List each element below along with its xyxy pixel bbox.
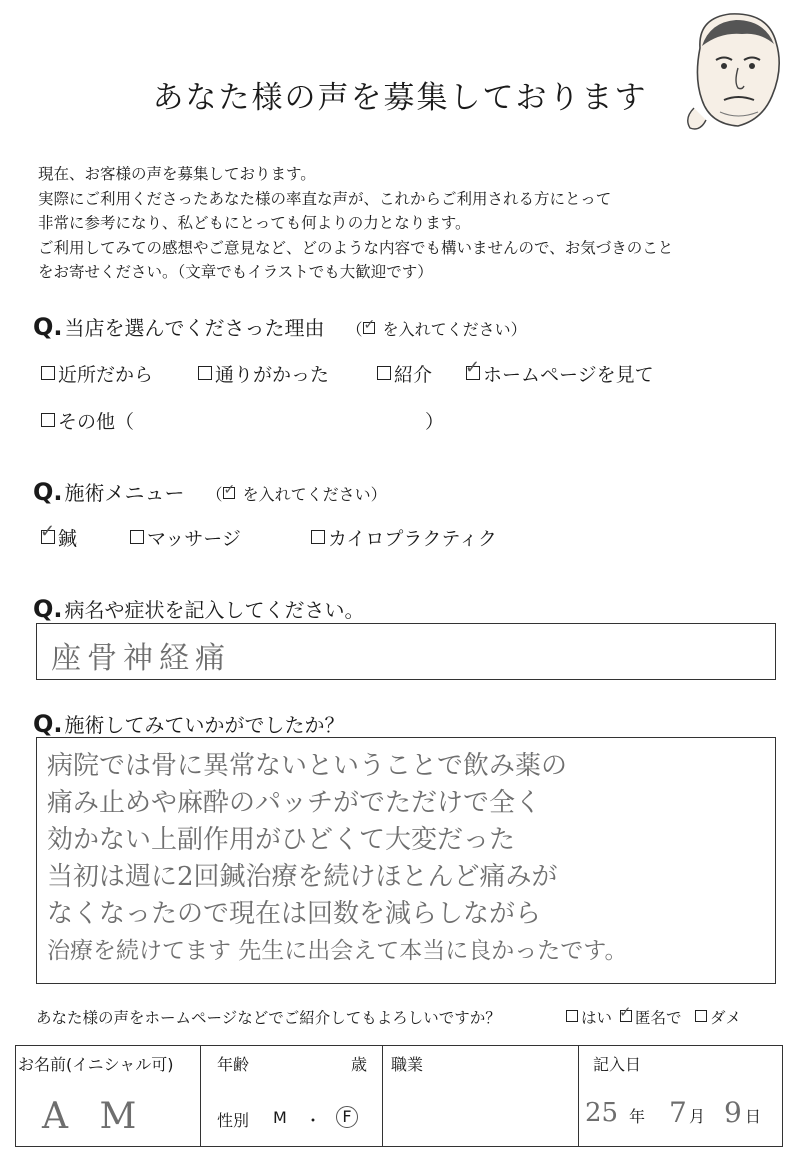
checkbox[interactable]	[41, 413, 55, 427]
question-impression-heading	[33, 709, 345, 738]
date-cell[interactable]	[579, 1046, 783, 1147]
check-mark-icon: ✓	[619, 1003, 632, 1021]
check-instruction: （ ✓ を入れてください）	[206, 482, 387, 504]
intro-line: 実際にご利用くださったあなた様の率直な声が、これからご利用される方にとって	[38, 189, 612, 208]
option-referral[interactable]: 紹介	[377, 360, 432, 387]
question-title: 施術してみていかがでしたか？	[64, 713, 345, 737]
answer-line: 痛み止めや麻酔のパッチがでただけで全く	[47, 788, 542, 818]
checkbox[interactable]	[377, 366, 391, 380]
checkbox-sample-icon: ✓	[223, 482, 236, 498]
page-title: あなた様の声を募集しております	[152, 80, 648, 116]
condition-answer: 座骨神経痛	[51, 641, 231, 676]
name-value: A M	[42, 1096, 147, 1137]
question-mark: Q.	[33, 710, 63, 738]
option-homepage[interactable]: ✓ ホームページを見て	[465, 357, 654, 386]
checkbox-checked[interactable]	[40, 521, 56, 544]
menu-options	[0, 521, 800, 554]
reason-options	[0, 357, 800, 390]
question-menu-heading	[33, 477, 387, 506]
date-month-unit: 月	[689, 1107, 706, 1126]
intro-line: をお寄せください。（文章でもイラストでも大歓迎です）	[38, 263, 433, 281]
question-mark: Q.	[33, 595, 63, 623]
intro-line: ご利用してみての感想やご意見など、どのような内容でも構いませんので、お気づきのこと	[38, 238, 674, 257]
age-label: 年齢	[217, 1055, 250, 1074]
checkbox[interactable]	[198, 366, 212, 380]
question-reason-heading	[33, 312, 527, 341]
gender-separator: ・	[305, 1111, 322, 1130]
checkbox[interactable]	[695, 1010, 707, 1022]
check-mark-icon: ✓	[465, 357, 481, 378]
name-cell[interactable]	[16, 1046, 201, 1147]
option-other[interactable]: その他（ ）	[41, 407, 441, 434]
option-chiropractic[interactable]: カイロプラクティク	[311, 524, 497, 551]
intro-line: 現在、お客様の声を募集しております。	[38, 165, 316, 183]
check-instruction: （ ✓ を入れてください）	[346, 317, 527, 339]
question-mark: Q.	[33, 478, 63, 506]
job-cell[interactable]	[383, 1046, 579, 1147]
intro-line: 非常に参考になり、私どもにとっても何よりの力となります。	[38, 214, 471, 232]
option-acupuncture[interactable]: ✓ 鍼	[40, 521, 78, 550]
impression-answer-box[interactable]	[36, 737, 776, 984]
option-massage[interactable]: マッサージ	[130, 524, 241, 551]
consent-question: あなた様の声をホームページなどでご紹介してもよろしいですか？	[36, 1009, 501, 1027]
date-year: 25	[585, 1098, 619, 1128]
date-year-unit: 年	[629, 1107, 646, 1126]
checkbox[interactable]	[41, 366, 55, 380]
date-month: 7	[669, 1096, 687, 1129]
portrait-illustration	[680, 8, 792, 136]
gender-m[interactable]: M	[273, 1108, 287, 1127]
option-neighborhood[interactable]: 近所だから	[41, 360, 153, 387]
answer-line: なくなったので現在は回数を減らしながら	[47, 899, 542, 929]
question-title: 病名や症状を記入してください。	[64, 598, 365, 622]
checkbox[interactable]	[311, 530, 325, 544]
condition-answer-box[interactable]	[36, 623, 776, 680]
impression-answer	[47, 748, 627, 970]
consent-anonymous[interactable]: ✓ 匿名で	[619, 1003, 682, 1027]
answer-line: 病院では骨に異常ないということで飲み薬の	[47, 751, 568, 781]
checkbox[interactable]	[566, 1010, 578, 1022]
question-title: 当店を選んでくださった理由	[64, 316, 325, 340]
job-label: 職業	[391, 1055, 424, 1074]
consent-yes[interactable]: はい	[566, 1006, 612, 1028]
checkbox-checked[interactable]	[465, 357, 481, 380]
date-day-unit: 日	[745, 1107, 762, 1126]
gender-label: 性別	[217, 1111, 250, 1130]
age-gender-cell[interactable]	[201, 1046, 383, 1147]
question-condition-heading	[33, 594, 365, 623]
gender-f-circled[interactable]: F	[336, 1106, 358, 1128]
option-passing-by[interactable]: 通りがかった	[198, 360, 329, 387]
consent-no[interactable]: ダメ	[695, 1006, 741, 1028]
age-unit: 歳	[351, 1055, 368, 1074]
checkbox-checked[interactable]	[619, 1003, 632, 1022]
info-table	[15, 1045, 783, 1147]
date-day: 9	[724, 1096, 742, 1129]
check-mark-icon: ✓	[40, 521, 56, 542]
question-title: 施術メニュー	[64, 481, 185, 505]
question-mark: Q.	[33, 313, 63, 341]
answer-line: 効かない上副作用がひどくて大変だった	[47, 825, 516, 855]
answer-line: 当初は週に2回鍼治療を続けほとんど痛みが	[47, 862, 558, 892]
checkbox[interactable]	[130, 530, 144, 544]
date-label: 記入日	[593, 1055, 642, 1074]
intro-text	[38, 162, 673, 285]
checkbox-sample-icon: ✓	[363, 317, 376, 333]
name-label: お名前(イニシャル可)	[18, 1055, 174, 1074]
answer-line: 治療を続けてます 先生に出会えて本当に良かったです。	[47, 938, 628, 964]
